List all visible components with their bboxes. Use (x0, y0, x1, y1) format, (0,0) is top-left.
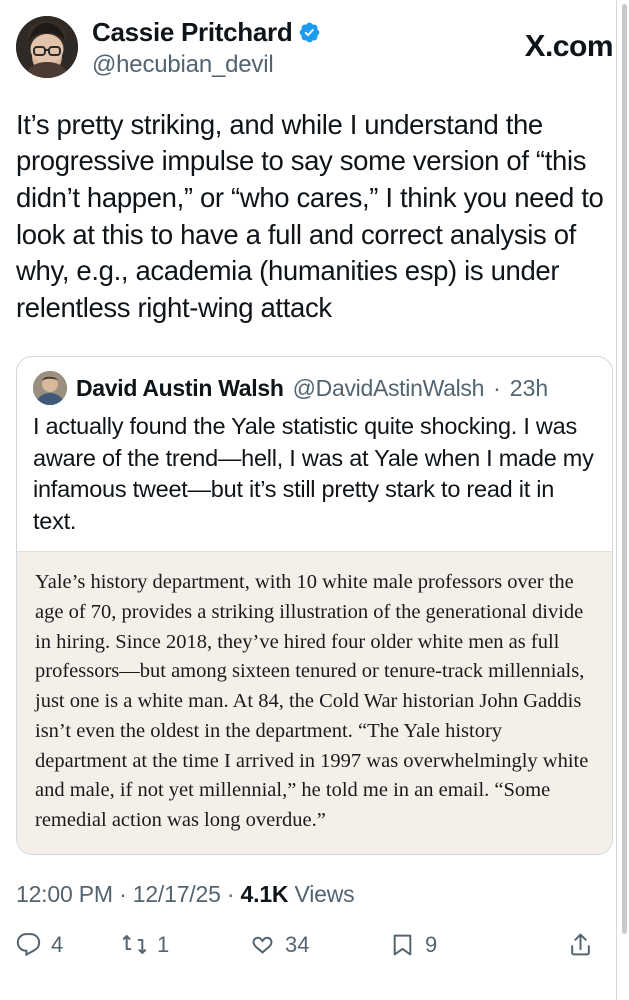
tweet-header (16, 0, 613, 79)
bookmark-count: 9 (425, 931, 438, 957)
x-logo-icon: X (524, 28, 545, 63)
scrollbar-thumb[interactable] (622, 4, 627, 934)
meta-separator-2: · (226, 880, 235, 907)
avatar[interactable] (16, 16, 78, 78)
quoted-handle[interactable]: @DavidAstinWalsh (292, 374, 485, 401)
content-edge-divider (616, 0, 617, 1000)
brand-logo (525, 16, 613, 64)
author-identity (92, 16, 511, 79)
reply-count: 4 (51, 931, 64, 957)
brand-suffix: .com (544, 30, 613, 63)
retweet-button[interactable] (122, 932, 250, 958)
retweet-icon (122, 932, 147, 957)
like-count: 34 (285, 931, 310, 957)
tweet-date: 12/17/25 (132, 880, 221, 907)
tweet-meta (16, 881, 613, 908)
author-display-name[interactable]: Cassie Pritchard (92, 17, 293, 47)
views-count: 4.1K (240, 880, 289, 907)
quoted-article-excerpt[interactable] (17, 551, 612, 853)
share-icon (568, 932, 593, 957)
reply-button[interactable] (16, 932, 122, 958)
bookmark-button[interactable] (390, 932, 508, 958)
quoted-article-text: Yale’s history department, with 10 white male professors over the age of 70, provides a striking illustration of the generational divide in hiring. Since 2018, they’ve hired four older white men as full professors—but among sixteen tenured or tenure-track millennials, just one is a white man. At 84, the Cold War historian John Gaddis isn’t even the oldest in the department. “The Yale history department at the time I arrived in 1997 was overwhelmingly white and male, if not yet millennial,” he told me in an email. “Some remedial action was long overdue.” (35, 571, 589, 831)
bookmark-icon (390, 932, 415, 957)
quoted-separator: · (493, 374, 501, 401)
tweet-action-bar (16, 932, 613, 958)
quoted-body-text: I actually found the Yale statistic quite shocking. I was aware of the trend—hell, I was at Yale when I made my infamous tweet—but it’s still pretty stark to read it in text. (33, 413, 594, 534)
heart-icon (250, 932, 275, 957)
quoted-display-name[interactable]: David Austin Walsh (76, 374, 284, 401)
reply-icon (16, 932, 41, 957)
meta-separator-1: · (119, 880, 127, 907)
author-name-line (92, 18, 511, 48)
quoted-timestamp[interactable]: 23h (509, 374, 549, 401)
page-scrollbar[interactable] (622, 0, 627, 1000)
quoted-tweet[interactable] (16, 356, 613, 854)
like-button[interactable] (250, 932, 390, 958)
tweet-time: 12:00 PM (16, 880, 113, 907)
views-label: Views (294, 880, 355, 907)
author-handle[interactable]: @hecubian_devil (92, 50, 274, 78)
quoted-tweet-header (17, 357, 612, 405)
share-button[interactable] (568, 932, 603, 957)
retweet-count: 1 (157, 931, 170, 957)
tweet-body-text: It’s pretty striking, and while I understand the progressive impulse to say some version of “this didn’t happen,” or “who cares,” I think you need to look at this to have a full and correct analysis of why, e.g., academia (humanities esp) is under relentless right-wing attack (16, 108, 604, 323)
verified-badge-icon (298, 21, 321, 44)
quoted-avatar[interactable] (33, 371, 67, 405)
